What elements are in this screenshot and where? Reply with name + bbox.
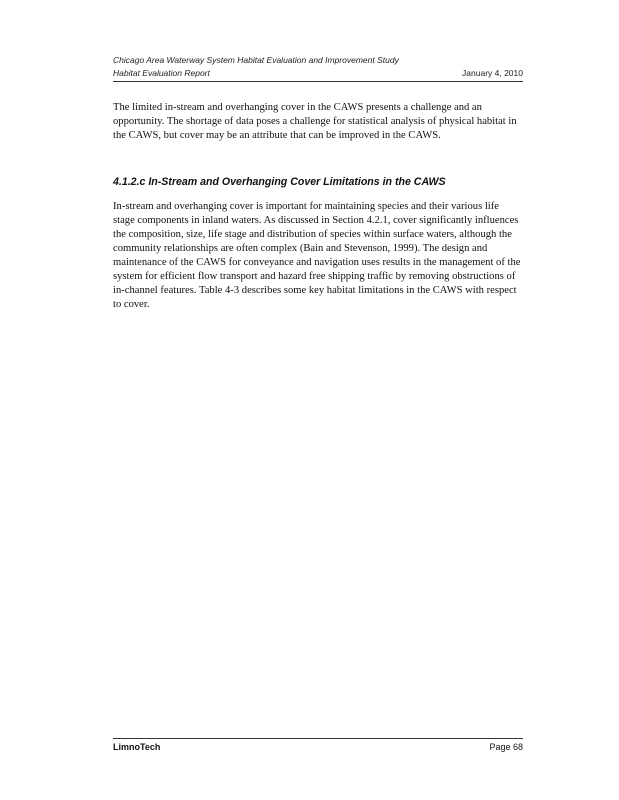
header-divider xyxy=(113,81,523,82)
footer-company: LimnoTech xyxy=(113,742,161,752)
header-row xyxy=(113,68,523,78)
header-report-title: Habitat Evaluation Report xyxy=(113,68,210,78)
body-paragraph-1: The limited in-stream and overhanging cover in the CAWS presents a challenge and an opportunity. The shortage of data poses a challenge for statistical analysis of physical habitat in the CAWS, but cover may be an attribute that can be improved in the CAWS. xyxy=(113,102,517,141)
footer-row xyxy=(113,742,523,752)
footer-divider xyxy=(113,738,523,739)
header-date: January 4, 2010 xyxy=(462,68,523,78)
section-heading: 4.1.2.c In-Stream and Overhanging Cover Limitations in the CAWS xyxy=(113,176,446,188)
header-study-title: Chicago Area Waterway System Habitat Evaluation and Improvement Study xyxy=(113,55,399,65)
footer-page-number: Page 68 xyxy=(489,742,523,752)
body-paragraph-2: In-stream and overhanging cover is important for maintaining species and their various life stage components in inland waters. As discussed in Section 4.2.1, cover significantly influences the composition, size, life stage and distribution of species within surface waters, although the community relationships are often complex (Bain and Stevenson, 1999). The design and maintenance of the CAWS for conveyance and navigation uses results in the management of the system for efficient flow transport and hazard free shipping traffic by removing obstructions of in-channel features. Table 4-3 describes some key habitat limitations in the CAWS with respect to cover. xyxy=(113,201,521,310)
